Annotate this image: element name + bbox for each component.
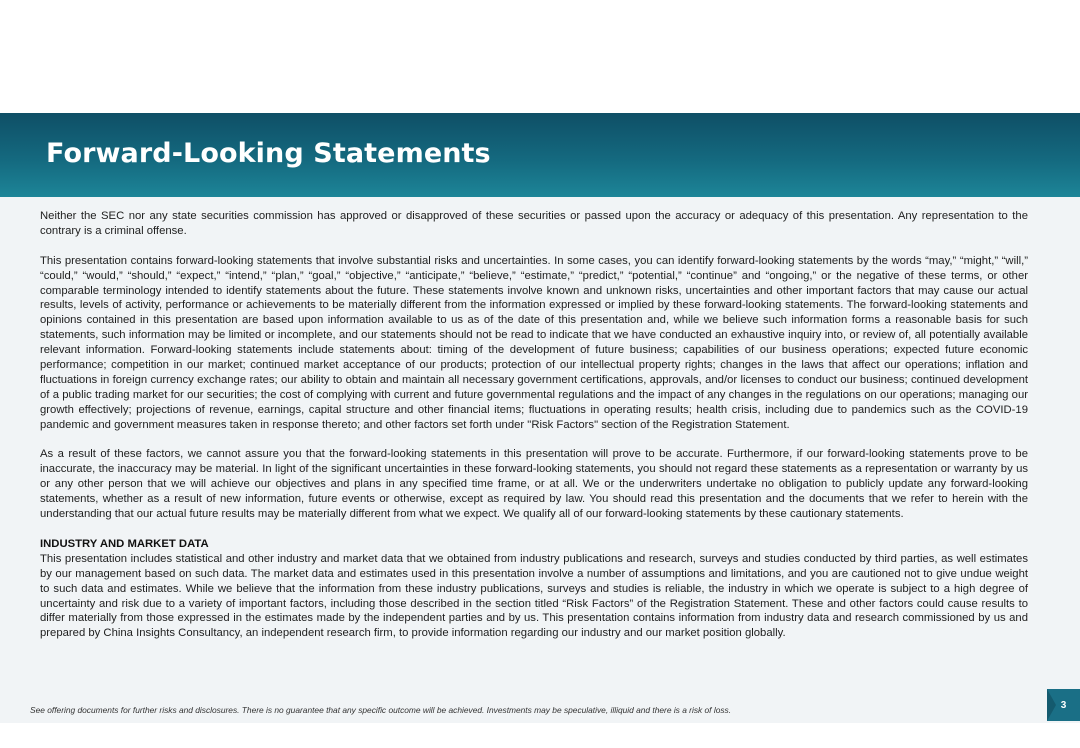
industry-heading: INDUSTRY AND MARKET DATA [40, 537, 209, 550]
paragraph-industry-data: This presentation includes statistical and other industry and market data that we obtained from industry publications and research, surveys and studies conducted by third parties, as well estimates by our management based on such data. The market data and estimates used in this presentation involve a number of assumptions and limitations, and you are cautioned not to give undue weight to such data and estimates. While we believe that the information from these industry publications, surveys and studies is reliable, the industry in which we operate is subject to a high degree of uncertainty and risk due to a variety of important factors, including those described in the section titled “Risk Factors” of the Registration Statement. These and other factors could cause results to differ materially from those expressed in the estimates made by the independent parties and by us. This presentation contains information from industry data and research commissioned by us and prepared by China Insights Consultancy, an independent research firm, to provide information regarding our industry and our market position globally. [40, 552, 1028, 640]
body-text [40, 209, 1028, 656]
slide-title: Forward-Looking Statements [46, 138, 491, 169]
paragraph-risk-result: As a result of these factors, we cannot assure you that the forward-looking statements in this presentation will prove to be accurate. Furthermore, if our forward-looking statements prove to be inaccurate, the inaccuracy may be material. In light of the significant uncertainties in these forward-looking statements, you should not regard these statements as a representation or warranty by us or any other person that we will achieve our objectives and plans in any specified time frame, or at all. We or the underwriters undertake no obligation to publicly update any forward-looking statements, whether as a result of new information, future events or otherwise, except as required by law. You should read this presentation and the documents that we refer to herein with the understanding that our actual future results may be materially different from what we expect. We qualify all of our forward-looking statements by these cautionary statements. [40, 448, 1028, 521]
page-number: 3 [1060, 699, 1067, 711]
paragraph-forward-looking: This presentation contains forward-looking statements that involve substantial risks and uncertainties. In some cases, you can identify forward-looking statements by the words “may,” “might,” “will,” “could,” “would,” “should,” “expect,” “intend,” “plan,” “goal,” “objective,” “anticipate,” “believe,” “estimate,” “predict,” “potential,” “continue” and “ongoing,” or the negative of these terms, or other comparable terminology intended to identify statements about the future. These statements involve known and unknown risks, uncertainties and other important factors that may cause our actual results, levels of activity, performance or achievements to be materially different from the information expressed or implied by these forward-looking statements. The forward-looking statements and opinions contained in this presentation are based upon information available to us as of the date of this presentation and, while we believe such information forms a reasonable basis for such statements, such information may be limited or incomplete, and our statements should not be read to indicate that we have conducted an exhaustive inquiry into, or review of, all potentially available relevant information. Forward-looking statements include statements about: timing of the development of future business; capabilities of our business operations; expected future economic performance; competition in our market; continued market acceptance of our products; protection of our intellectual property rights; changes in the laws that affect our operations; inflation and fluctuations in foreign currency exchange rates; our ability to obtain and maintain all necessary government certifications, approvals, and/or licenses to conduct our business; continued development of a public trading market for our securities; the cost of complying with current and future governmental regulations and the impact of any changes in the regulations on our operations; managing our growth effectively; projections of revenue, earnings, capital structure and other financial items; fluctuations in operating results; health crisis, including due to pandemics such as the COVID-19 pandemic and government measures taken in response thereto; and other factors set forth under "Risk Factors" section of the Registration Statement. [40, 254, 1028, 431]
footer-disclaimer: See offering documents for further risks and disclosures. There is no guarantee that any specific outcome will be achieved. Investments may be speculative, illiquid and there is a risk of loss. [30, 705, 732, 715]
page-number-badge [1047, 689, 1080, 721]
paragraph-sec-disclaimer: Neither the SEC nor any state securities commission has approved or disapproved of these securities or passed upon the accuracy or adequacy of this presentation. Any representation to the contrary is a criminal offense. [40, 210, 1028, 237]
